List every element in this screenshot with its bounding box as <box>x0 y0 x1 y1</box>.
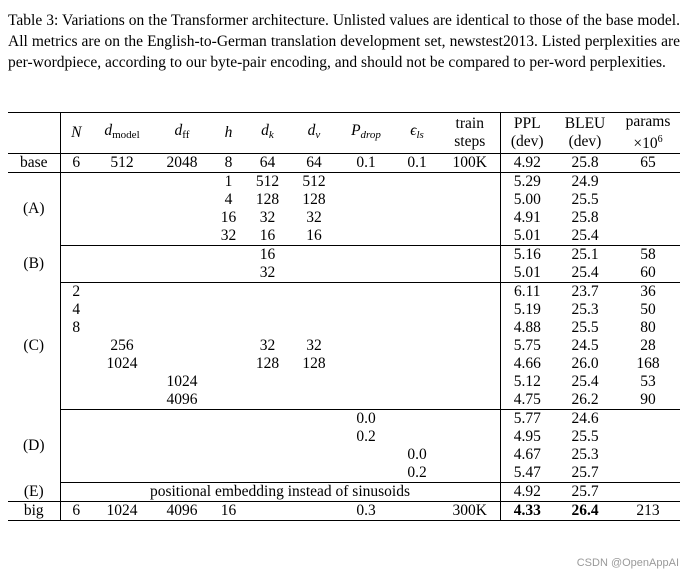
cell-ppl: 5.00 <box>513 191 541 208</box>
cell-bleu: 25.3 <box>571 301 599 318</box>
table-row-d <box>8 428 680 446</box>
cell-bleu: 25.4 <box>554 264 616 283</box>
table-row-c <box>8 319 680 337</box>
cell-bleu: 25.4 <box>554 227 616 246</box>
cell-params: 168 <box>636 355 660 372</box>
cell-h: 4 <box>224 191 233 208</box>
table-row-e <box>8 483 680 502</box>
cell-ppl: 5.77 <box>513 410 541 427</box>
cell-dk: 512 <box>255 173 280 190</box>
cell-bleu: 25.8 <box>571 209 599 226</box>
cell-ppl: 6.11 <box>513 283 541 300</box>
header-params: params $\times 10^6$ <box>616 113 680 154</box>
cell-h: 32 <box>212 227 245 246</box>
cell-ppl: 5.01 <box>500 227 554 246</box>
header-group <box>8 113 60 154</box>
table-row-c <box>8 283 680 302</box>
header-h: h <box>212 113 245 154</box>
header-row <box>8 113 680 154</box>
row-label: (A) <box>8 173 60 246</box>
watermark: CSDN @OpenAppAI <box>576 557 679 569</box>
row-label: big <box>8 502 60 521</box>
cell-dv: 32 <box>306 337 322 354</box>
cell-h: 8 <box>212 154 245 173</box>
cell-ppl: 4.33 <box>500 502 554 521</box>
cell-dmodel: 1024 <box>106 355 138 372</box>
cell-h: 16 <box>212 502 245 521</box>
cell-params: 213 <box>616 502 680 521</box>
cell-dv: 512 <box>302 173 326 190</box>
cell-params: 50 <box>640 301 656 318</box>
cell-dk: 32 <box>245 264 290 283</box>
cell-pdrop: 0.2 <box>356 428 376 445</box>
row-label: (B) <box>8 246 60 283</box>
cell-els: 0.0 <box>407 446 427 463</box>
cell-ppl: 5.12 <box>513 373 541 390</box>
header-dk: dk <box>245 113 290 154</box>
cell-ppl: 4.75 <box>500 391 554 410</box>
table-row-b <box>8 264 680 283</box>
cell-pdrop: 0.3 <box>338 502 394 521</box>
header-bleu: BLEU (dev) <box>554 113 616 154</box>
cell-params: 58 <box>640 246 656 263</box>
cell-params: 65 <box>616 154 680 173</box>
cell-dk: 128 <box>255 355 280 372</box>
cell-h: 16 <box>220 209 237 226</box>
table-row-a <box>8 173 680 192</box>
row-label: (E) <box>8 483 60 502</box>
cell-pdrop: 0.0 <box>356 410 376 427</box>
cell-ppl: 5.01 <box>500 264 554 283</box>
cell-dff: 4096 <box>152 502 212 521</box>
cell-ppl: 4.91 <box>513 209 541 226</box>
cell-steps: 100K <box>440 154 500 173</box>
cell-ppl: 4.67 <box>513 446 541 463</box>
cell-dff: 1024 <box>166 373 198 390</box>
cell-ppl: 4.88 <box>513 319 541 336</box>
cell-dk: 16 <box>245 227 290 246</box>
header-els: ϵls <box>394 113 440 154</box>
table-row-base <box>8 154 680 173</box>
cell-ppl: 4.92 <box>500 483 554 502</box>
cell-bleu: 25.5 <box>571 319 599 336</box>
table-row-d <box>8 410 680 429</box>
table-row-big <box>8 502 680 521</box>
cell-dk: 64 <box>245 154 290 173</box>
cell-pdrop: 0.1 <box>338 154 394 173</box>
cell-bleu: 24.9 <box>571 173 599 190</box>
cell-dff: 2048 <box>152 154 212 173</box>
cell-ppl: 4.66 <box>513 355 541 372</box>
cell-bleu: 24.5 <box>571 337 599 354</box>
table-row-a <box>8 227 680 246</box>
cell-bleu: 25.1 <box>571 246 599 263</box>
table-row-c <box>8 337 680 355</box>
cell-steps: 300K <box>440 502 500 521</box>
header-n: N <box>60 113 92 154</box>
cell-bleu: 25.5 <box>571 428 599 445</box>
cell-dv: 128 <box>302 191 326 208</box>
cell-n: 4 <box>72 301 81 318</box>
cell-bleu: 26.2 <box>554 391 616 410</box>
cell-params: 28 <box>640 337 656 354</box>
cell-ppl: 5.19 <box>513 301 541 318</box>
cell-n: 6 <box>60 154 92 173</box>
cell-ppl: 5.75 <box>513 337 541 354</box>
cell-bleu: 25.4 <box>571 373 599 390</box>
cell-params: 53 <box>640 373 656 390</box>
cell-bleu: 25.7 <box>554 464 616 483</box>
cell-ppl: 4.95 <box>513 428 541 445</box>
cell-ppl: 4.92 <box>500 154 554 173</box>
cell-dv: 64 <box>290 154 338 173</box>
cell-ppl: 5.29 <box>513 173 541 190</box>
cell-bleu: 25.7 <box>554 483 616 502</box>
cell-els: 0.1 <box>394 154 440 173</box>
cell-n: 6 <box>60 502 92 521</box>
cell-dv: 16 <box>290 227 338 246</box>
table-row-d <box>8 464 680 483</box>
cell-dv: 128 <box>302 355 326 372</box>
cell-ppl: 5.47 <box>500 464 554 483</box>
cell-params: 80 <box>640 319 656 336</box>
header-dv: dv <box>290 113 338 154</box>
cell-n: 8 <box>72 319 81 336</box>
cell-dk: 16 <box>259 246 276 263</box>
row-label: (D) <box>8 410 60 483</box>
table-row-c <box>8 391 680 410</box>
cell-e-description: positional embedding instead of sinusoids <box>60 483 500 502</box>
cell-dmodel: 1024 <box>92 502 152 521</box>
cell-els: 0.2 <box>394 464 440 483</box>
cell-dk: 128 <box>255 191 280 208</box>
table-row-c <box>8 301 680 319</box>
cell-bleu: 23.7 <box>571 283 599 300</box>
table-row-a <box>8 191 680 209</box>
cell-dff: 4096 <box>152 391 212 410</box>
cell-bleu: 25.8 <box>554 154 616 173</box>
row-label: (C) <box>8 283 60 410</box>
row-label: base <box>8 154 60 173</box>
results-table <box>8 112 680 521</box>
table-row-b <box>8 246 680 265</box>
header-dmodel: $d_{model}$ <box>92 113 152 154</box>
cell-params: 60 <box>616 264 680 283</box>
cell-bleu: 26.4 <box>554 502 616 521</box>
cell-dv: 32 <box>306 209 322 226</box>
table-row-d <box>8 446 680 464</box>
cell-bleu: 25.3 <box>571 446 599 463</box>
table-caption: Table 3: Variations on the Transformer architecture. Unlisted values are identical to those of the base model. All metrics are on the English-to-German translation development set, newstest2013. Listed perplexities are per-wordpiece, according to our byte-pair encoding, and should not be compared to per-word perplexities. <box>8 12 680 71</box>
cell-params: 36 <box>640 283 656 300</box>
table-row-c <box>8 373 680 391</box>
cell-dk: 32 <box>259 337 276 354</box>
cell-bleu: 25.5 <box>571 191 599 208</box>
cell-bleu: 24.6 <box>571 410 599 427</box>
cell-dk: 32 <box>259 209 276 226</box>
cell-dmodel: 512 <box>92 154 152 173</box>
header-dff: $d_{ff}$ <box>152 113 212 154</box>
cell-n: 2 <box>72 283 81 300</box>
cell-dmodel: 256 <box>110 337 134 354</box>
header-ppl: PPL (dev) <box>500 113 554 154</box>
table-row-c <box>8 355 680 373</box>
header-train-steps: train steps <box>440 113 500 154</box>
table-row-a <box>8 209 680 227</box>
cell-bleu: 26.0 <box>571 355 599 372</box>
header-pdrop: Pdrop <box>338 113 394 154</box>
cell-ppl: 5.16 <box>513 246 541 263</box>
cell-h: 1 <box>224 173 233 190</box>
cell-params: 90 <box>616 391 680 410</box>
